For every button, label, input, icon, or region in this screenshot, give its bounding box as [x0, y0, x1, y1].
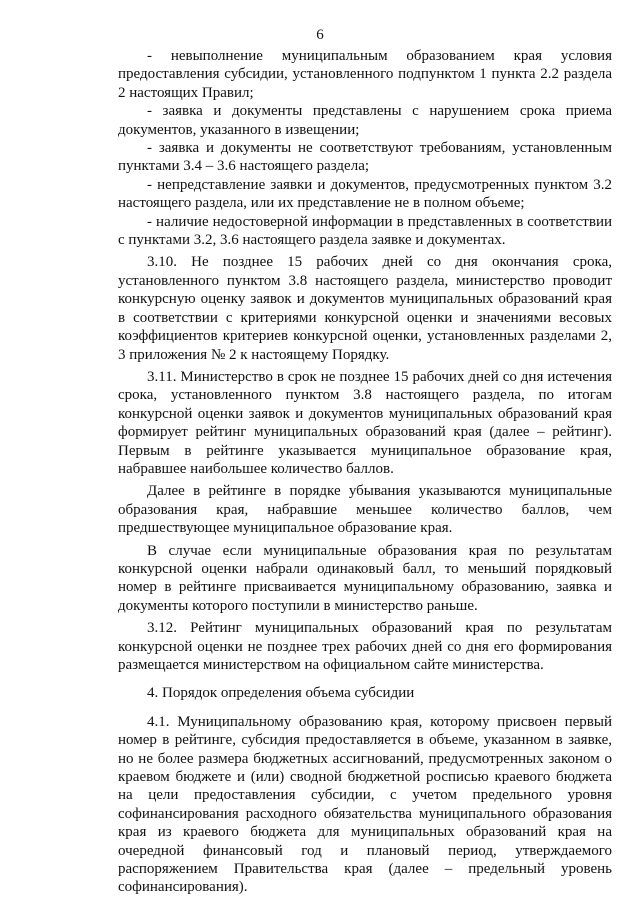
paragraph: 3.12. Рейтинг муниципальных образований края по результатам конкурсной оценки не позднее трех рабочих дней со дня его формирования размещается министерством на официальном сайте министерства. [118, 620, 612, 673]
section-heading: 4. Порядок определения объема субсидии [147, 685, 415, 702]
paragraph: - заявка и документы не соответствуют требованиям, установленным пунктами 3.4 – 3.6 настоящего раздела; [118, 140, 612, 175]
paragraph: 4.1. Муниципальному образованию края, которому присвоен первый номер в рейтинге, субсидия предоставляется в объеме, указанном в заявке, но не более размера бюджетных ассигнований, предусмотренных законом о краевом бюджете и (или) сводной бюджетной росписью краевого бюджета на цели предоставления субсидии, с учетом предельного уровня софинансирования расходного обязательства муниципального образования края из краевого бюджета для муниципальных образований края на очередной финансовый год и плановый период, утверждаемого распоряжением Правительства края (далее – предельный уровень софинансирования). [118, 713, 612, 896]
paragraph: - непредставление заявки и документов, предусмотренных пунктом 3.2 настоящего раздела, или их представление не в полном объеме; [118, 176, 612, 212]
paragraph: 3.11. Министерство в срок не позднее 15 рабочих дней со дня истечения срока, установленного пунктом 3.8 настоящего раздела, по итогам конкурсной оценки заявок и документов муниципальных образований края формирует рейтинг муниципальных образований края (далее – рейтинг). Первым в рейтинге указывается муниципальное образование края, набравшее наибольшее количество баллов. [118, 368, 612, 477]
paragraph: - невыполнение муниципальным образованием края условия предоставления субсидии, установленного подпунктом 1 пункта 2.2 раздела 2 настоящих Правил; [118, 48, 612, 101]
paragraph: - наличие недостоверной информации в представленных в соответствии с пунктами 3.2, 3.6 настоящего раздела заявке и документах. [118, 213, 612, 249]
paragraph: Далее в рейтинге в порядке убывания указываются муниципальные образования края, набравшие меньшее количество баллов, чем предшествующее муниципальное образование края. [118, 483, 612, 537]
document-body [118, 47, 612, 897]
page-number: 6 [316, 27, 324, 43]
paragraph: - заявка и документы представлены с нарушением срока приема документов, указанного в извещении; [118, 103, 612, 138]
paragraph: В случае если муниципальные образования края по результатам конкурсной оценки набрали одинаковый балл, то меньший порядковый номер в рейтинге присваивается муниципальному образованию, заявка и документы которого поступили в министерство раньше. [118, 542, 612, 614]
paragraph: 3.10. Не позднее 15 рабочих дней со дня окончания срока, установленного пунктом 3.8 настоящего раздела, министерство проводит конкурсную оценку заявок и документов муниципальных образований края в соответствии с критериями конкурсной оценки и значениями весовых коэффициентов критериев конкурсной оценки, установленных разделами 2, 3 приложения № 2 к настоящему Порядку. [118, 254, 612, 363]
